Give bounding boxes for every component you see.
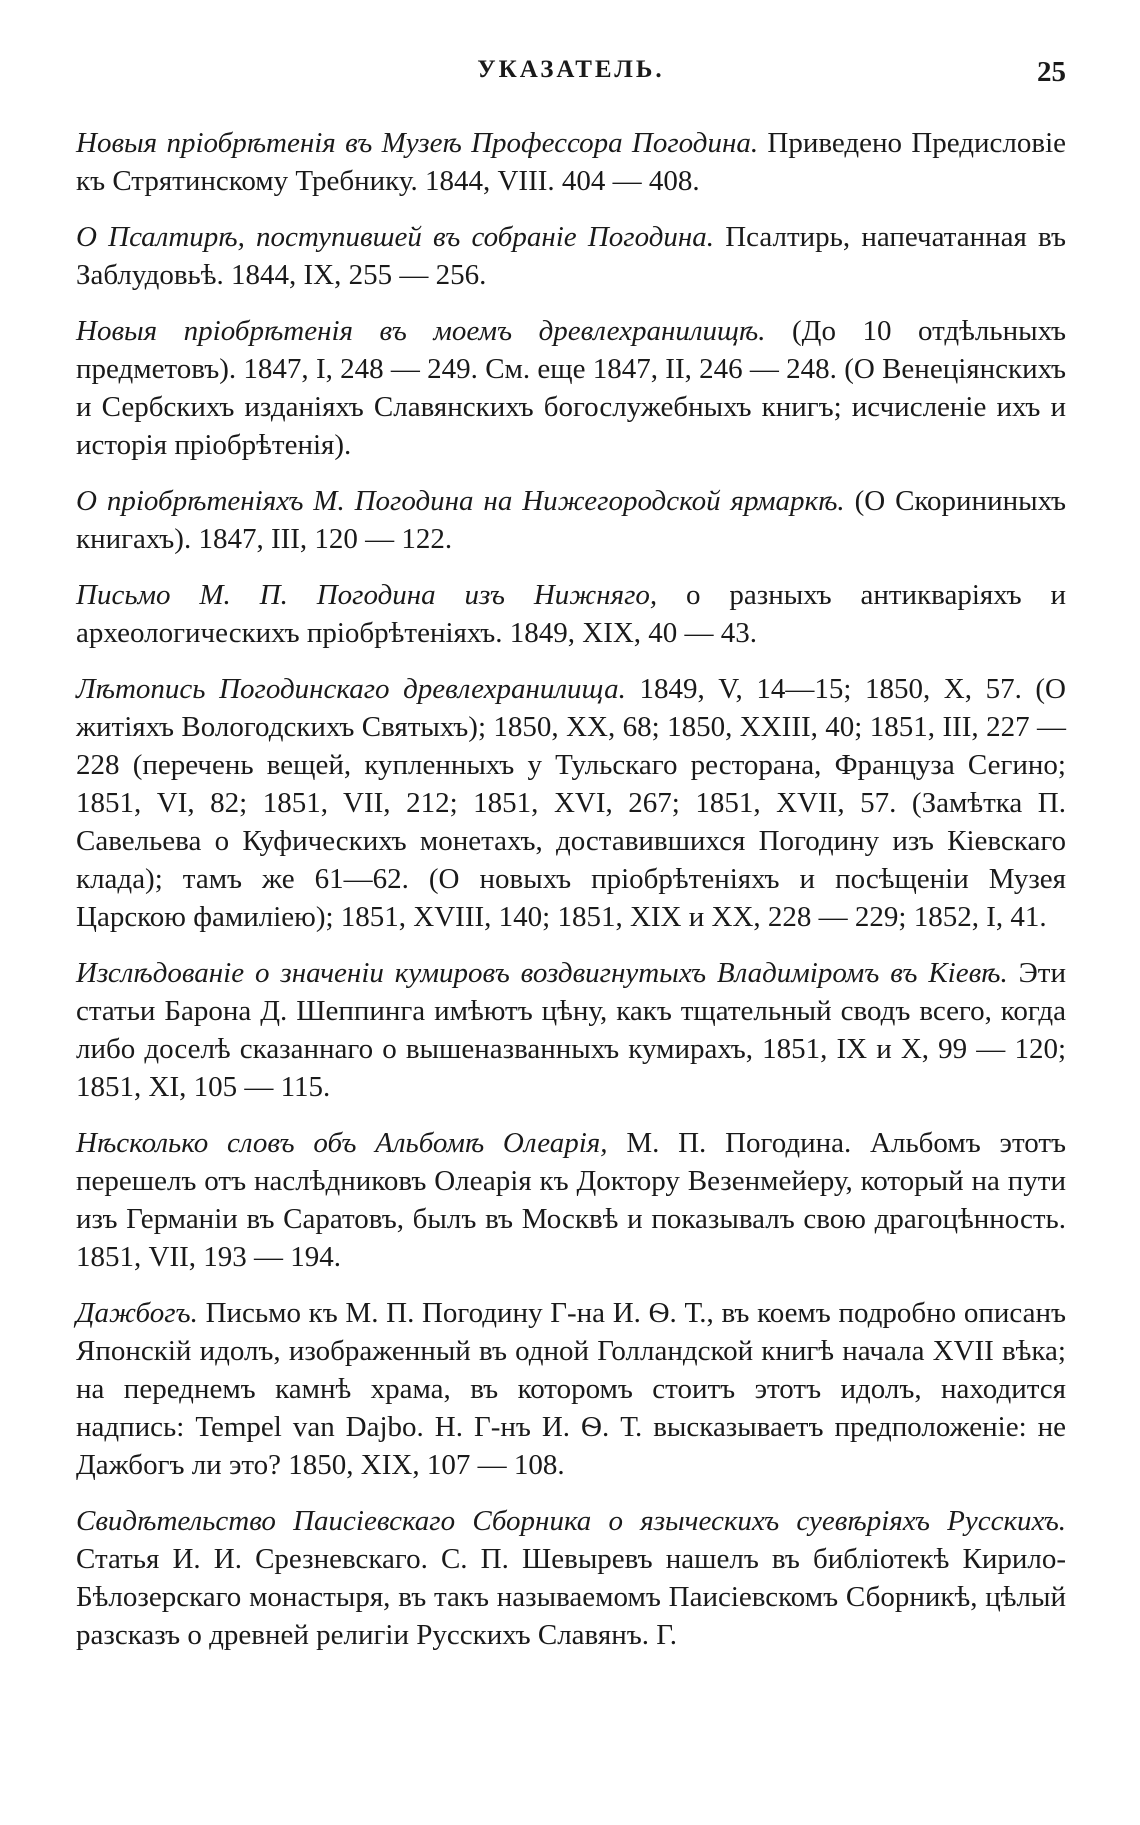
index-entry: [76, 1502, 1066, 1654]
running-title: УКАЗАТЕЛЬ.: [477, 56, 665, 83]
index-entry: [76, 482, 1066, 558]
index-entry: [76, 670, 1066, 936]
entry-body: Статья И. И. Срезневскаго. С. П. Шевыревъ нашелъ въ библіотекѣ Кирило-Бѣлозерскаго монастыря, въ такъ называемомъ Паисіевскомъ Сборникѣ, цѣлый разсказъ о древней религіи Русскихъ Славянъ. Г.: [76, 1543, 1066, 1651]
entry-body: 1849, V, 14—15; 1850, X, 57. (О житіяхъ Вологодскихъ Святыхъ); 1850, XX, 68; 1850, XXIII, 40; 1851, III, 227 — 228 (перечень вещей, купленныхъ у Тульскаго ресторана, Француза Сегино; 1851, VI, 82; 1851, VII, 212; 1851, XVI, 267; 1851, XVII, 57. (Замѣтка П. Савельева о Куфическихъ монетахъ, доставившихся Погодину изъ Кіевскаго клада); тамъ же 61—62. (О новыхъ пріобрѣтеніяхъ и посѣщеніи Музея Царскою фамиліею); 1851, XVIII, 140; 1851, XIX и XX, 228 — 229; 1852, I, 41.: [76, 673, 1067, 933]
entry-title: Изслѣдованіе о значеніи кумировъ воздвигнутыхъ Владиміромъ въ Кіевѣ.: [76, 957, 1008, 989]
entry-title: Нѣсколько словъ объ Альбомѣ Олеарія,: [76, 1127, 608, 1159]
index-entry: [76, 1294, 1066, 1484]
index-entry: [76, 576, 1066, 652]
entry-title: Новыя пріобрѣтенія въ Музеѣ Профессора Погодина.: [76, 127, 759, 159]
entry-title: Письмо М. П. Погодина изъ Нижняго,: [76, 579, 658, 611]
entry-body: М. П. Погодина. Альбомъ этотъ перешелъ отъ наслѣдниковъ Олеарія къ Доктору Везенмейеру, который на пути изъ Германіи въ Саратовъ, былъ въ Москвѣ и показывалъ свою драгоцѣнность. 1851, VII, 193 — 194.: [76, 1127, 1067, 1273]
entry-title: Дажбогъ.: [76, 1297, 198, 1329]
page-number: 25: [1037, 56, 1066, 88]
index-entries: [76, 124, 1066, 1672]
entry-title: Свидѣтельство Паисіевскаго Сборника о языческихъ суевѣріяхъ Русскихъ.: [76, 1505, 1066, 1537]
index-entry: [76, 218, 1066, 294]
entry-body: (До 10 отдѣльныхъ предметовъ). 1847, I, 248 — 249. См. еще 1847, II, 246 — 248. (О Венеціянскихъ и Сербскихъ изданіяхъ Славянскихъ богослужебныхъ книгъ; исчисленіе ихъ и исторія пріобрѣтенія).: [76, 315, 1066, 461]
entry-title: Лѣтопись Погодинскаго древлехранилища.: [76, 673, 626, 705]
index-entry: [76, 1124, 1066, 1276]
index-entry: [76, 124, 1066, 200]
entry-title: О Псалтирѣ, поступившей въ собраніе Погодина.: [76, 221, 715, 253]
page-header: [76, 56, 1066, 96]
entry-body: (О Скорининыхъ книгахъ). 1847, III, 120 — 122.: [76, 485, 1066, 555]
index-entry: [76, 312, 1066, 464]
entry-body: о разныхъ антикваріяхъ и археологическихъ пріобрѣтеніяхъ. 1849, XIX, 40 — 43.: [76, 579, 1066, 649]
entry-body: Письмо къ М. П. Погодину Г-на И. Ѳ. Т., въ коемъ подробно описанъ Японскій идолъ, изображенный въ одной Голландской книгѣ начала XVII вѣка; на переднемъ камнѣ храма, въ которомъ стоитъ этотъ идолъ, находится надпись: Tempel van Dajbo. Н. Г-нъ И. Ѳ. Т. высказываетъ предположеніе: не Дажбогъ ли это? 1850, XIX, 107 — 108.: [76, 1297, 1066, 1481]
entry-body: Псалтирь, напечатанная въ Заблудовьѣ. 1844, IX, 255 — 256.: [76, 221, 1066, 291]
entry-body: Эти статьи Барона Д. Шеппинга имѣютъ цѣну, какъ тщательный сводъ всего, когда либо доселѣ сказаннаго о вышеназванныхъ кумирахъ, 1851, IX и X, 99 — 120; 1851, XI, 105 — 115.: [76, 957, 1066, 1103]
entry-title: О пріобрѣтеніяхъ М. Погодина на Нижегородской ярмаркѣ.: [76, 485, 845, 517]
entry-body: Приведено Предисловіе къ Стрятинскому Требнику. 1844, VIII. 404 — 408.: [76, 127, 1067, 197]
entry-title: Новыя пріобрѣтенія въ моемъ древлехранилищѣ.: [76, 315, 766, 347]
index-entry: [76, 954, 1066, 1106]
